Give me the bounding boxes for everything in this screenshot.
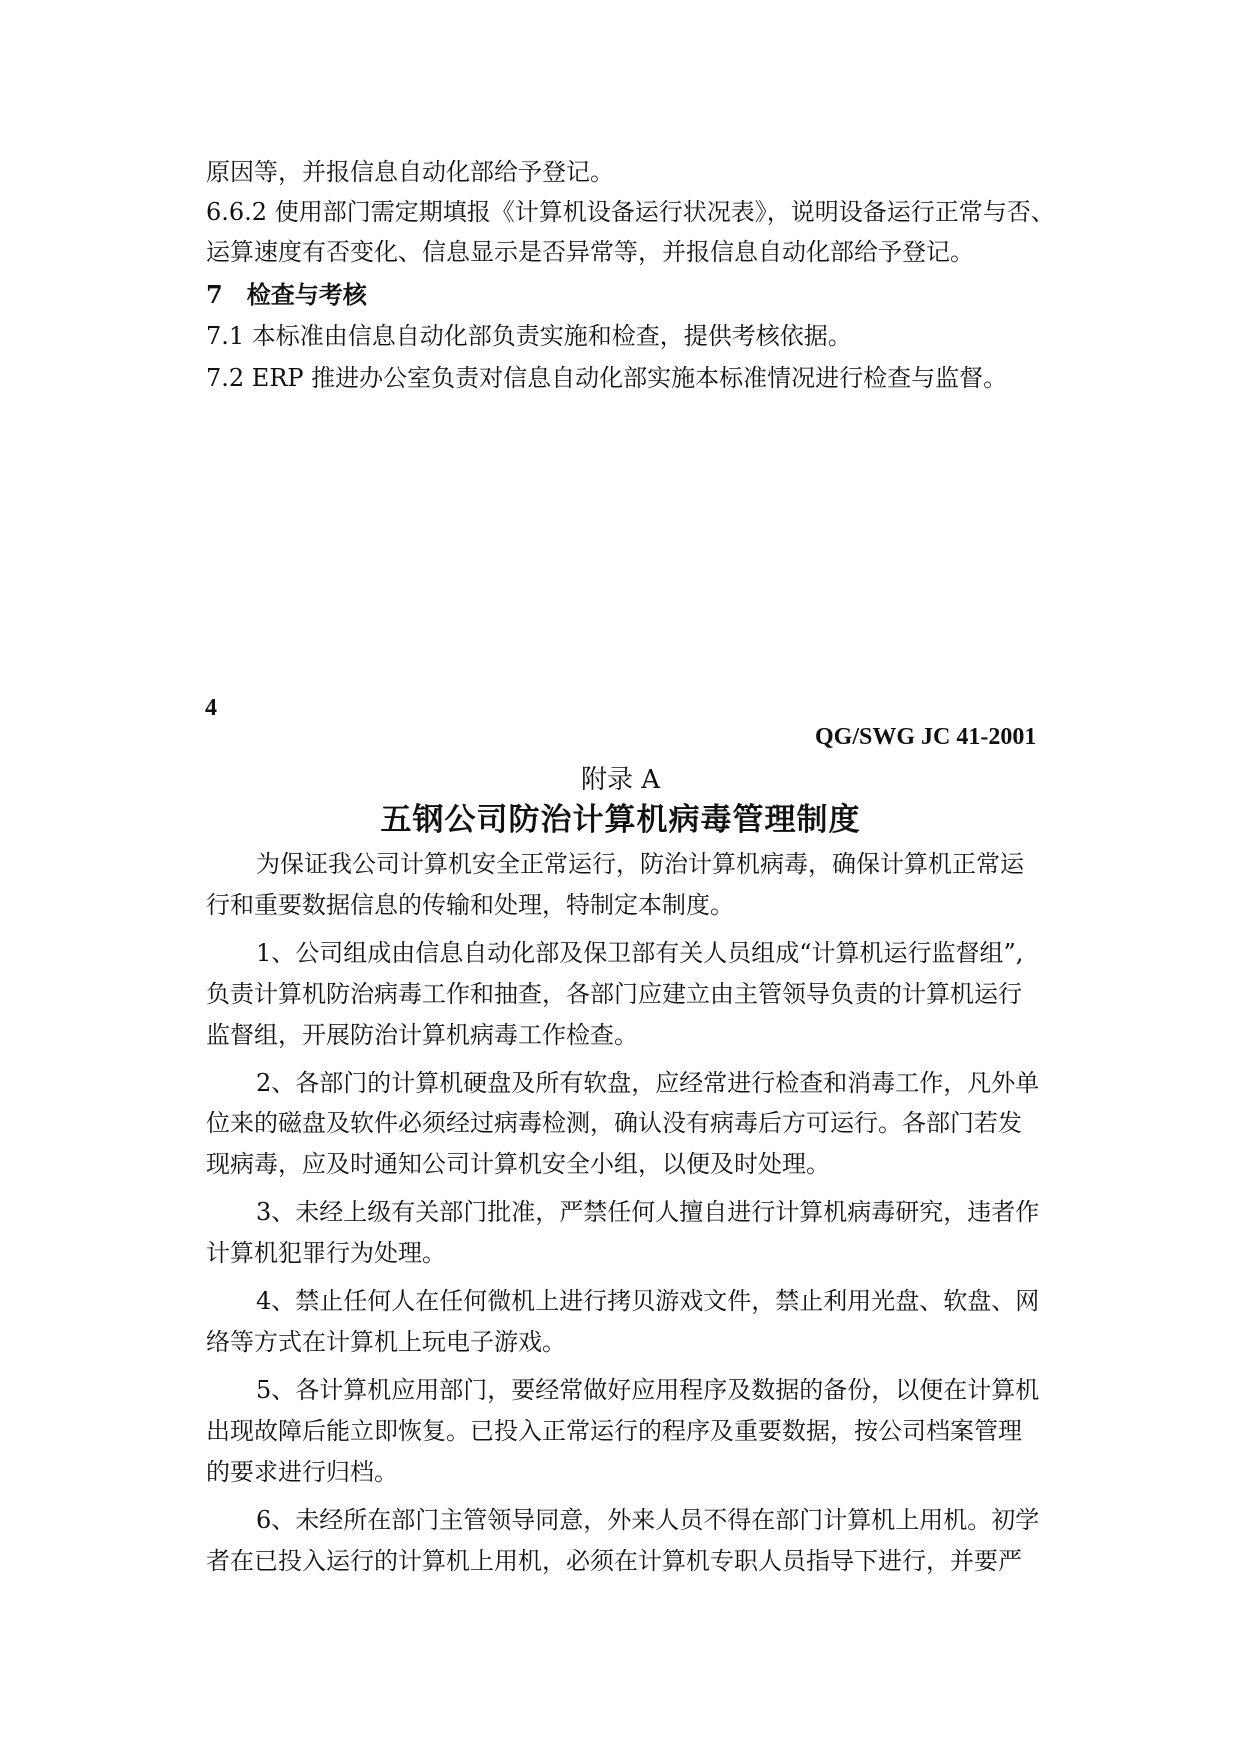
paragraph-line: 6、未经所在部门主管领导同意，外来人员不得在部门计算机上用机。初学 — [256, 1506, 1040, 1534]
paragraph-line: 1、公司组成由信息自动化部及保卫部有关人员组成“计算机运行监督组”, — [256, 939, 1024, 967]
paragraph-line: 5、各计算机应用部门，要经常做好应用程序及数据的备份，以便在计算机 — [256, 1376, 1040, 1404]
standard-code: QG/SWG JC 41-2001 — [815, 724, 1037, 750]
paragraph-line: 络等方式在计算机上玩电子游戏。 — [206, 1328, 566, 1356]
paragraph-line: 的要求进行归档。 — [206, 1458, 398, 1486]
paragraph-line: 现病毒，应及时通知公司计算机安全小组，以便及时处理。 — [206, 1150, 830, 1178]
paragraph-line: 位来的磁盘及软件必须经过病毒检测，确认没有病毒后方可运行。各部门若发 — [206, 1109, 1022, 1137]
appendix-label: 附录 A — [580, 765, 661, 795]
list-item: 7.2 ERP 推进办公室负责对信息自动化部实施本标准情况进行检查与监督。 — [206, 364, 1008, 392]
paragraph-line: 原因等，并报信息自动化部给予登记。 — [206, 158, 614, 186]
paragraph-line: 运算速度有否变化、信息显示是否异常等，并报信息自动化部给予登记。 — [206, 238, 974, 266]
paragraph-line: 者在已投入运行的计算机上用机，必须在计算机专职人员指导下进行，并要严 — [206, 1547, 1022, 1575]
paragraph-line: 出现故障后能立即恢复。已投入正常运行的程序及重要数据，按公司档案管理 — [206, 1417, 1022, 1445]
list-item: 7.1 本标准由信息自动化部负责实施和检查，提供考核依据。 — [206, 322, 852, 350]
section-heading: 7 检查与考核 — [206, 280, 367, 309]
paragraph-line: 行和重要数据信息的传输和处理，特制定本制度。 — [206, 891, 734, 919]
paragraph-line: 4、禁止任何人在任何微机上进行拷贝游戏文件，禁止利用光盘、软盘、网 — [256, 1287, 1040, 1315]
paragraph-line: 6.6.2 使用部门需定期填报《计算机设备运行状况表》，说明设备运行正常与否、 — [206, 198, 1055, 226]
paragraph-line: 为保证我公司计算机安全正常运行，防治计算机病毒，确保计算机正常运 — [256, 850, 1024, 878]
paragraph-line: 3、未经上级有关部门批准，严禁任何人擅自进行计算机病毒研究，违者作 — [256, 1198, 1040, 1226]
document-title: 五钢公司防治计算机病毒管理制度 — [380, 802, 861, 838]
paragraph-line: 计算机犯罪行为处理。 — [206, 1239, 446, 1267]
paragraph-line: 2、各部门的计算机硬盘及所有软盘，应经常进行检查和消毒工作，凡外单 — [256, 1069, 1040, 1097]
paragraph-line: 监督组，开展防治计算机病毒工作检查。 — [206, 1021, 638, 1049]
page-number: 4 — [205, 695, 217, 721]
paragraph-line: 负责计算机防治病毒工作和抽查，各部门应建立由主管领导负责的计算机运行 — [206, 980, 1022, 1008]
